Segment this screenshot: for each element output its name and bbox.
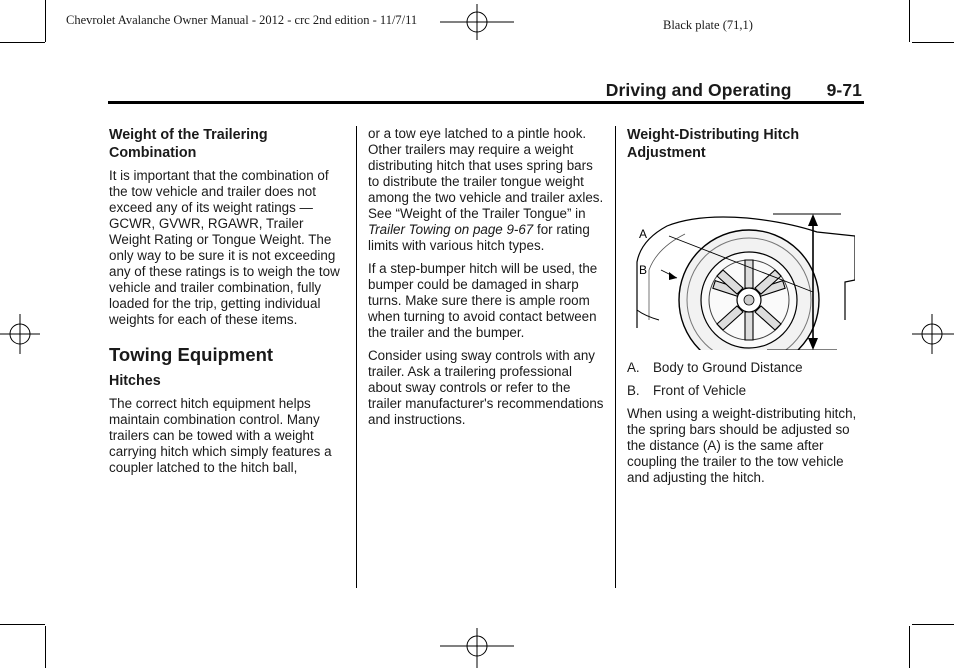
page-number: 9-71 bbox=[826, 80, 862, 100]
wheel-illustration bbox=[627, 170, 855, 350]
legend-item-b bbox=[627, 383, 865, 399]
figure-label-a: A bbox=[639, 227, 648, 241]
plate-info: Black plate (71,1) bbox=[663, 18, 753, 32]
column-3 bbox=[627, 126, 865, 493]
hitch-types-text-end: for rating limits with various hitch types. bbox=[368, 222, 590, 253]
hitch-types-text: or a tow eye latched to a pintle hook. Other trailers may require a weight distributing hitch that uses spring bars to distribute the trailer tongue weight among the two vehicle and trailer axles. See “Weight of the Trailer Tongue” in bbox=[368, 126, 604, 221]
running-header bbox=[606, 80, 862, 101]
heading-towing-equipment: Towing Equipment bbox=[109, 344, 274, 365]
registration-mark-right bbox=[912, 314, 954, 354]
step-bumper-paragraph: If a step-bumper hitch will be used, the bumper could be damaged in sharp turns. Make sure there is ample room when turning to avoid contact between the trailer and the bumper. bbox=[368, 261, 598, 340]
legend-text: Front of Vehicle bbox=[653, 383, 747, 398]
legend-text: Body to Ground Distance bbox=[653, 360, 803, 375]
weight-paragraph: It is important that the combination of the tow vehicle and trailer does not exceed any of its weight ratings — GCWR, GVWR, RGAWR, Trailer Weight Rating or Tongue Weight. The only way to be sure it is not exceeding any of these ratings is to weigh the tow vehicle and trailer combination, fully loaded for the trip, getting individual weights for each of these items. bbox=[109, 168, 340, 327]
crop-mark bbox=[909, 0, 910, 42]
header-rule bbox=[108, 101, 864, 104]
column-1 bbox=[109, 126, 347, 483]
crop-mark bbox=[912, 624, 954, 625]
heading-weight-combination: Weight of the Trailering Combination bbox=[109, 127, 268, 161]
hitch-types-paragraph bbox=[368, 126, 606, 254]
registration-mark-left bbox=[0, 314, 40, 354]
legend-item-a bbox=[627, 360, 865, 376]
crop-mark bbox=[0, 42, 45, 43]
heading-hitch-adjustment: Weight-Distributing Hitch Adjustment bbox=[627, 127, 800, 161]
column-divider bbox=[356, 126, 357, 588]
hitches-paragraph: The correct hitch equipment helps maintain combination control. Many trailers can be towed with a weight carrying hitch which simply features a coupler latched to the hitch ball, bbox=[109, 396, 332, 475]
section-title: Driving and Operating bbox=[605, 80, 792, 100]
crop-mark bbox=[45, 0, 46, 42]
figure-label-b: B bbox=[639, 263, 648, 277]
heading-hitches: Hitches bbox=[109, 373, 161, 389]
column-2 bbox=[368, 126, 606, 435]
sway-control-paragraph: Consider using sway controls with any trailer. Ask a trailering professional about sway controls or refer to the trailer manufacturer's recommendations and instructions. bbox=[368, 348, 604, 427]
crop-mark bbox=[45, 626, 46, 668]
wheel-figure bbox=[627, 170, 855, 350]
column-divider bbox=[615, 126, 616, 588]
crop-mark bbox=[909, 626, 910, 668]
crop-mark bbox=[912, 42, 954, 43]
adjustment-paragraph: When using a weight-distributing hitch, the spring bars should be adjusted so the distance (A) is the same after coupling the trailer to the tow vehicle and adjusting the hitch. bbox=[627, 406, 857, 485]
crop-mark bbox=[0, 624, 45, 625]
legend-key: B. bbox=[627, 383, 640, 398]
manual-info: Chevrolet Avalanche Owner Manual - 2012 - crc 2nd edition - 11/7/11 bbox=[66, 13, 418, 27]
registration-mark-bottom bbox=[440, 628, 514, 668]
legend-key: A. bbox=[627, 360, 640, 375]
trailer-towing-link[interactable]: Trailer Towing on page 9-67 bbox=[368, 222, 534, 237]
registration-mark-top bbox=[440, 4, 514, 40]
